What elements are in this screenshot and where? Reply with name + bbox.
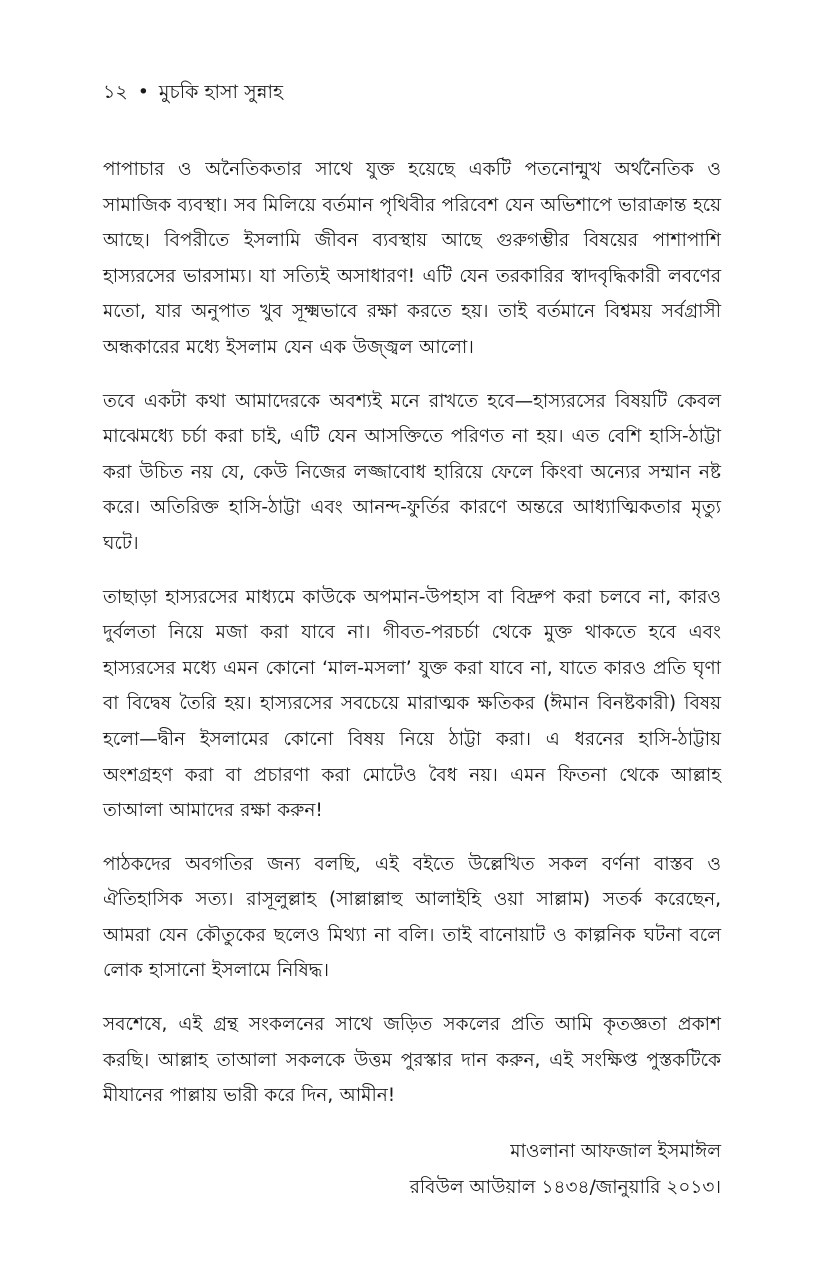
signature-block bbox=[103, 1134, 721, 1206]
paragraph-3: তাছাড়া হাস্যরসের মাধ্যমে কাউকে অপমান-উপহাস বা বিদ্রুপ করা চলবে না, কারও দুর্বলতা নিয়ে মজা করা যাবে না। গীবত-পরচর্চা থেকে মুক্ত থাকতে হবে এবং হাস্যরসের মধ্যে এমন কোনো ‘মাল-মসলা’ যুক্ত করা যাবে না, যাতে কারও প্রতি ঘৃণা বা বিদ্বেষ তৈরি হয়। হাস্যরসের সবচেয়ে মারাত্মক ক্ষতিকর (ঈমান বিনষ্টকারী) বিষয় হলো—দ্বীন ইসলামের কোনো বিষয় নিয়ে ঠাট্টা করা। এ ধরনের হাসি-ঠাট্টায় অংশগ্রহণ করা বা প্রচারণা করা মোটেও বৈধ নয়। এমন ফিতনা থেকে আল্লাহ তাআলা আমাদের রক্ষা করুন! bbox=[103, 586, 721, 822]
paragraph-4: পাঠকদের অবগতির জন্য বলছি, এই বইতে উল্লেখিত সকল বর্ণনা বাস্তব ও ঐতিহাসিক সত্য। রাসূলুল্লাহ (সাল্লাল্লাহু আলাইহি ওয়া সাল্লাম) সতর্ক করেছেন, আমরা যেন কৌতুকের ছলেও মিথ্যা না বলি। তাই বানোয়াট ও কাল্পনিক ঘটনা বলে লোক হাসানো ইসলামে নিষিদ্ধ। bbox=[103, 853, 721, 982]
book-title: মুচকি হাসা সুন্নাহ bbox=[158, 81, 283, 103]
paragraph-1: পাপাচার ও অনৈতিকতার সাথে যুক্ত হয়েছে একটি পতনোন্মুখ অর্থনৈতিক ও সামাজিক ব্যবস্থা। সব মিলিয়ে বর্তমান পৃথিবীর পরিবেশ যেন অভিশাপে ভারাক্রান্ত হয়ে আছে। বিপরীতে ইসলামি জীবন ব্যবস্থায় আছে গুরুগম্ভীর বিষয়ের পাশাপাশি হাস্যরসের ভারসাম্য। যা সত্যিই অসাধারণ! এটি যেন তরকারির স্বাদবৃদ্ধিকারী লবণের মতো, যার অনুপাত খুব সূক্ষ্মভাবে রক্ষা করতে হয়। তাই বর্তমানে বিশ্বময় সর্বগ্রাসী অন্ধকারের মধ্যে ইসলাম যেন এক উজ্জ্বল আলো। bbox=[103, 159, 721, 358]
bullet-separator: • bbox=[137, 81, 149, 103]
paragraph-5: সবশেষে, এই গ্রন্থ সংকলনের সাথে জড়িত সকলের প্রতি আমি কৃতজ্ঞতা প্রকাশ করছি। আল্লাহ তাআলা সকলকে উত্তম পুরস্কার দান করুন, এই সংক্ষিপ্ত পুস্তকটিকে মীযানের পাল্লায় ভারী করে দিন, আমীন! bbox=[103, 1014, 721, 1107]
page bbox=[103, 78, 721, 1206]
paragraph-2: তবে একটা কথা আমাদেরকে অবশ্যই মনে রাখতে হবে—হাস্যরসের বিষয়টি কেবল মাঝেমধ্যে চর্চা করা চাই, এটি যেন আসক্তিতে পরিণত না হয়। এত বেশি হাসি-ঠাট্টা করা উচিত নয় যে, কেউ নিজের লজ্জাবোধ হারিয়ে ফেলে কিংবা অন্যের সম্মান নষ্ট করে। অতিরিক্ত হাসি-ঠাট্টা এবং আনন্দ-ফুর্তির কারণে অন্তরে আধ্যাত্মিকতার মৃত্যু ঘটে। bbox=[103, 390, 721, 554]
author-name: মাওলানা আফজাল ইসমাঈল bbox=[510, 1140, 721, 1162]
signature-date: রবিউল আউয়াল ১৪৩৪/জানুয়ারি ২০১৩। bbox=[409, 1176, 721, 1198]
page-number: ১২ bbox=[103, 81, 128, 103]
running-header bbox=[103, 78, 721, 106]
